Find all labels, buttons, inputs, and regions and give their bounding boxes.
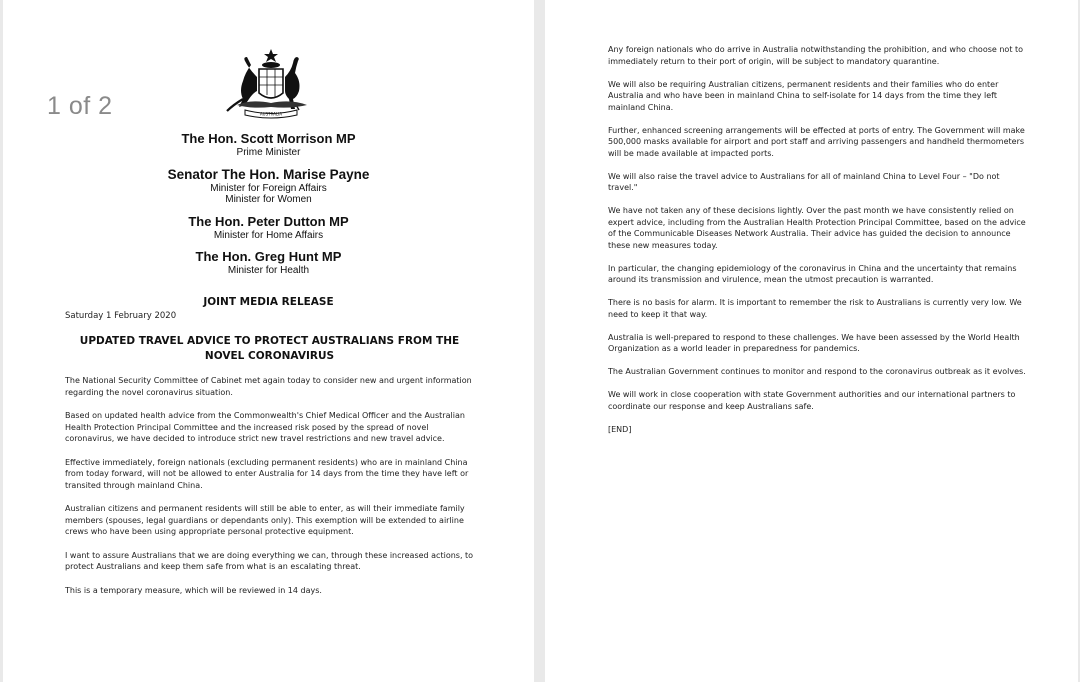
release-type: JOINT MEDIA RELEASE [203, 296, 334, 308]
minister-block [3, 131, 534, 159]
minister-block [3, 214, 534, 242]
document-page-2 [545, 0, 1078, 682]
paragraph: There is no basis for alarm. It is important to remember the risk to Australians is currently very low. We need to keep it that way. [608, 298, 1022, 319]
minister-name: The Hon. Peter Dutton MP [188, 213, 349, 229]
paragraph: Any foreign nationals who do arrive in Australia notwithstanding the prohibition, and who choose not to immediately return to their port of origin, will be subject to mandatory quarantine. [608, 45, 1024, 66]
paragraph: Based on updated health advice from the Commonwealth's Chief Medical Officer and the Australian Health Protection Principal Committee and the increased risk posed by the spread of novel coronavirus, we have decided to introduce strict new travel restrictions and new travel advice. [65, 411, 465, 443]
minister-role: Minister for Foreign Affairs [210, 182, 327, 194]
ministers-list [3, 131, 534, 285]
release-date: Saturday 1 February 2020 [65, 311, 177, 321]
page2-body [608, 44, 1028, 447]
paragraph: We will also be requiring Australian citizens, permanent residents and their families who do enter Australia and who have been in mainland China to self-isolate for 14 days from the time they left mainland China. [608, 79, 999, 112]
minister-role: Minister for Women [225, 194, 312, 205]
headline: UPDATED TRAVEL ADVICE TO PROTECT AUSTRALIANS FROM THE NOVEL CORONAVIRUS [79, 335, 460, 362]
paragraph: Effective immediately, foreign nationals (excluding permanent residents) who are in mainland China from today forward, will not be allowed to enter Australia for 14 days from the time they have left or transited through mainland China. [65, 457, 469, 490]
commonwealth-coat-of-arms-icon [221, 47, 321, 119]
minister-role: Minister for Health [227, 265, 310, 276]
minister-name: The Hon. Scott Morrison MP [181, 131, 356, 146]
minister-role: Prime Minister [236, 147, 301, 158]
minister-name: The Hon. Greg Hunt MP [195, 249, 342, 264]
end-marker: [END] [608, 424, 632, 434]
page1-body [65, 375, 477, 608]
paragraph: In particular, the changing epidemiology of the coronavirus in China and the uncertainty that remains around its transmission and virulence, mean the utmost precaution is warranted. [608, 263, 1017, 284]
document-page-1 [3, 0, 534, 682]
crest-motto: AUSTRALIA [259, 111, 283, 117]
paragraph: Australia is well-prepared to respond to these challenges. We have been assessed by the World Health Organization as a world leader in preparedness for pandemics. [608, 332, 1020, 353]
paragraph: The National Security Committee of Cabinet met again today to consider new and urgent information regarding the novel coronavirus situation. [65, 376, 472, 397]
minister-block [3, 167, 534, 206]
minister-role: Minister for Home Affairs [213, 229, 324, 241]
paragraph: We will also raise the travel advice to Australians for all of mainland China to Level Four – "Do not travel." [608, 171, 1000, 192]
paragraph: Further, enhanced screening arrangements will be effected at ports of entry. The Government will make 500,000 masks available for airport and port staff and arriving passengers and handheld thermometers will be made available at impacted ports. [608, 125, 1025, 158]
paragraph: I want to assure Australians that we are doing everything we can, through these increased actions, to protect Australians and keep them safe from what is an escalating threat. [65, 550, 474, 571]
paragraph: Australian citizens and permanent residents will still be able to enter, as will their immediate family members (spouses, legal guardians or dependants only). This exemption will be extended to airline crews who have been using appropriate personal protective equipment. [65, 504, 465, 536]
paragraph: We have not taken any of these decisions lightly. Over the past month we have consistently relied on expert advice, including from the Australian Health Protection Principal Committee, based on the advice of the Communicable Diseases Network Australia. Their advice has guided the decision to announce these new measures today. [608, 206, 1026, 250]
minister-name: Senator The Hon. Marise Payne [167, 166, 370, 182]
minister-block [3, 249, 534, 277]
paragraph: This is a temporary measure, which will be reviewed in 14 days. [65, 585, 322, 595]
paragraph: The Australian Government continues to monitor and respond to the coronavirus outbreak as it evolves. [608, 367, 1026, 376]
page-counter: 1 of 2 [47, 92, 113, 120]
paragraph: We will work in close cooperation with state Government authorities and our international partners to coordinate our response and keep Australians safe. [608, 390, 1016, 411]
